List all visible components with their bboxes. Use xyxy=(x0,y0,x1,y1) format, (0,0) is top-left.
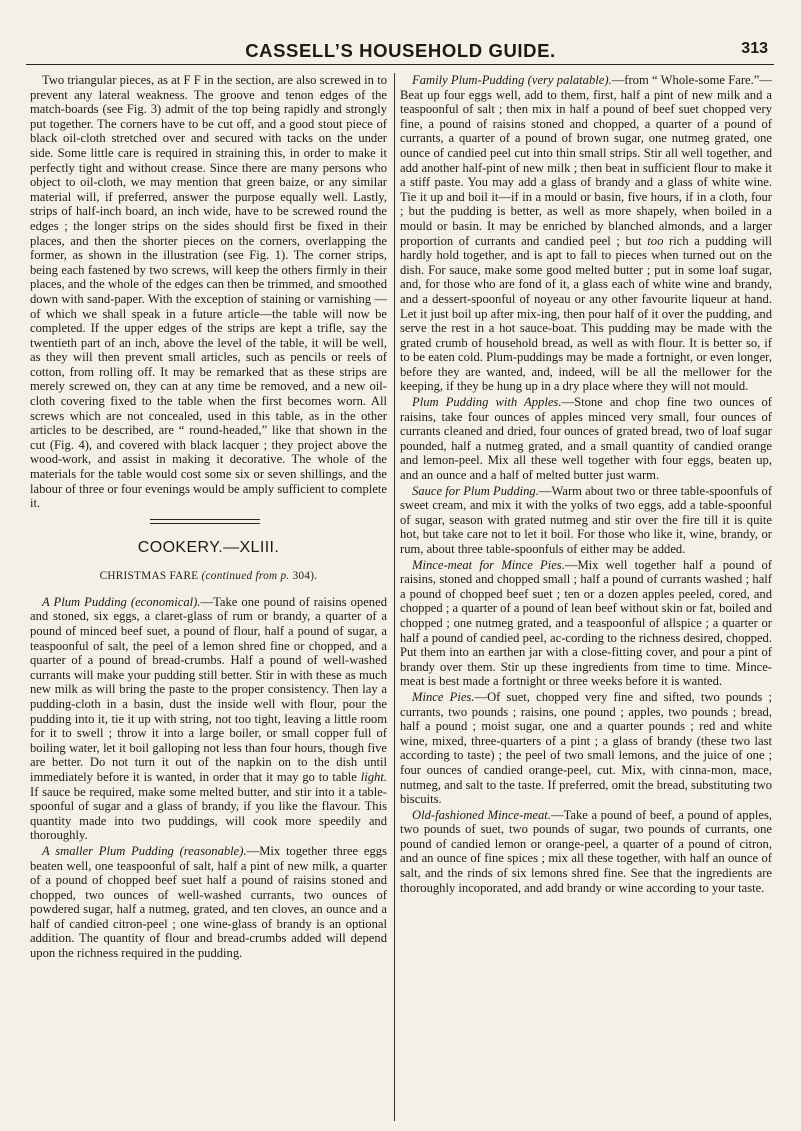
column-divider xyxy=(394,73,395,1121)
recipe-title: A Plum Pudding xyxy=(42,594,127,609)
recipe-smaller-plum-pudding xyxy=(30,844,387,961)
recipe-text: —Of suet, chopped very fine and sifted, two pounds ; currants, two pounds ; raisins, one pound ; apples, two pounds ; bread, half a pound ; moist sugar, one and a quarter pounds ; red and white wine, mixed, three-quarters of a pint ; a glass of brandy (these two last according to taste) ; the peel of two small lemons, and the juice of one ; four ounces of candied orange-peel, cut. Mix, with cinna-mon, mace, nutmeg, and salt to the taste. If preferred, omit the bread, substituting two biscuits. xyxy=(400,689,772,807)
recipe-sauce-plum-pudding xyxy=(400,484,772,557)
recipe-title: Old-fashioned Mince-meat. xyxy=(412,807,551,822)
recipe-plum-pudding-apples xyxy=(400,395,772,483)
recipe-text: —Mix together three eggs beaten well, one teaspoonful of salt, half a pint of new milk, a quarter of a pound of chopped beef suet half a pound of raisins stoned and chopped, two ounces of well-washed currants, two ounces of powdered sugar, half a nutmeg, grated, and ten cloves, an ounce and a half of candied citron-peel ; one wine-glass of brandy is an optional addition. The quantity of flour and bread-crumbs added will depend upon the richness required in the pudding. xyxy=(30,843,387,961)
left-column xyxy=(30,73,387,961)
carryover-paragraph: Two triangular pieces, as at F F in the section, are also screwed in to prevent any lateral weakness. The groove and tenon edges of the match-boards (see Fig. 3) admit of the top being rapidly and strongly put together. The corners have to be cut off, and a good stout piece of black oil-cloth stretched over and secured with tacks on the under side. Some little care is required in straining this, in order to make it perfectly tight and without crease. Since there are many persons who object to oil-cloth, we may mention that green baize, or any similar material will, if preferred, answer the purpose equally well. Lastly, strips of half-inch board, an inch wide, have to be screwed round the edges ; the longer strips on the sides should first be fixed in their places, and then the shorter pieces on the corners, overlapping the former, as shown in the illustration (see Fig. 1). The corner strips, being each fastened by two screws, will keep the others firmly in their places, and the whole of the edges can then be trimmed, and smoothed down with sand-paper. With the exception of staining or varnishing —of which we shall speak in a future article—the table will now be completed. If the upper edges of the strips are kept a trifle, say the twentieth part of an inch, above the level of the table, it will be well, as they will then prevent small articles, such as pencils or reels of cotton, from rolling off. It may be remarked that as these strips are merely screwed on, they can at any time be removed, and a new oil-cloth covering fixed to the table when the first becomes worn. All screws which are not concealed, used in this table, as in the other articles to be described, are “ round-headed,” like that shown in the cut (Fig. 4), and covered with black lacquer ; they project above the wood-work, and assist in making it decorative. The whole of the materials for the table would cost some six or seven shillings, and the labour of three or four evenings would be amply sufficient to complete it. xyxy=(30,73,387,511)
section-heading-block xyxy=(30,511,387,595)
recipe-title: Plum Pudding with Apples. xyxy=(412,395,562,410)
recipe-old-fashioned-mince-meat xyxy=(400,808,772,896)
section-double-rule xyxy=(150,519,260,524)
recipe-title: Family Plum-Pudding xyxy=(412,73,525,87)
recipe-mince-pies xyxy=(400,690,772,807)
recipe-qualifier: (very palatable). xyxy=(527,73,612,87)
recipe-title: Mince-meat for Mince Pies. xyxy=(412,557,565,572)
recipe-title: A smaller Plum Pudding xyxy=(42,843,174,858)
recipe-family-plum-pudding: Family Plum-Pudding (very palatable).—from “ Whole-some Fare.”—Beat up four eggs well, add to them, first, half a pint of new milk and a teaspoonful of salt ; then mix in half a pound of beef suet chopped very fine, a pound of raisins stoned and chopped, a quarter of a pound of currants, a quarter of a pound of brown sugar, one nutmeg grated, one ounce of candied peel cut into thin small strips. Stir all well together, and add another half-pint of new milk ; then beat in sufficient flour to make it a stiff paste. You may add a glass of brandy and a glass of white wine. Tie it up and boil it—if in a mould or basin, five hours, if in a cloth, four ; but the pudding is better, as well as more shapely, when boiled in a mould or basin. It may be enriched by blanched almonds, and a larger proportion of currants and candied peel ; but too rich a pudding will hardly hold together, and is apt to fall to pieces when turned out on the dish. For sauce, make some good melted butter ; put in some loaf sugar, and, for those who are fond of it, a glass each of white wine and brandy, and a dessert-spoonful of noyeau or any other favourite liqueur at hand. Let it just boil up after mix-ing, then pour half of it over the pudding, and serve the rest in a hot sauce-boat. This pudding may be made with the grated crumb of household bread, as well as with flour. It is better so, if to be eaten cold. Plum-puddings may be made a fortnight, or even longer, before they are wanted, and, indeed, will be all the mellower for the keeping, if they be hung up in a dry place where they will not mould. xyxy=(400,73,773,394)
right-column xyxy=(400,73,772,895)
recipe-title: Sauce for Plum Pudding. xyxy=(412,483,539,498)
recipe-qualifier: (economical). xyxy=(130,594,201,609)
recipe-title: Mince Pies. xyxy=(412,689,475,704)
recipe-text: —from “ Whole-some Fare.”—Beat up four eggs well, add to them, first, half a pint of new milk and a teaspoonful of salt ; then mix in half a pound of beef suet chopped very fine, a pound of raisins stoned and chopped, a quarter of a pound of currants, a quarter of a pound of brown sugar, one nutmeg grated, one ounce of candied peel cut into thin small strips. Stir all well together, and add another half-pint of new milk ; then beat in sufficient flour to make it a stiff paste. You may add a glass of brandy and a glass of white wine. Tie it up and boil it—if in a mould or basin, five hours, if in a cloth, four ; but the pudding is better, as well as more shapely, when boiled in a mould or basin. It may be enriched by blanched almonds, and a larger proportion of currants and candied peel ; but xyxy=(400,73,772,248)
running-header xyxy=(0,34,801,64)
recipe-text: —Mix well together half a pound of raisins, stoned and chopped small ; half a pound of currants washed ; half a pound of chopped beef suet ; ten or a dozen apples peeled, cored, and chopped ; a quarter of a pound of lean beef without skin or fat, boiled and chopped ; one nutmeg grated, and a teaspoonful of allspice ; a quarter or half a pound of candied peel, ac-cording to the richness desired, chopped. Put them into an earthen jar with a close-fitting cover, and pour a pint of brandy over them. Stir up these ingredients from time to time. Mince-meat is best made a fortnight or three weeks before it is wanted. xyxy=(400,557,772,689)
recipe-qualifier: (reasonable). xyxy=(179,843,247,858)
recipe-text: —Take a pound of beef, a pound of apples, two pounds of suet, two pounds of sugar, two pounds of currants, one pound of candied lemon or orange-peel, a quarter of a pound of citron, and an ounce of fine spices ; mix all these together, with half an ounce of salt, and the rinds of six lemons shred fine. See that the ingredients are thoroughly incoporated, and add brandy or wine according to your taste. xyxy=(400,807,773,895)
section-title: COOKERY.—XLIII. xyxy=(137,538,280,556)
recipe-text: —Take one pound of raisins opened and stoned, six eggs, a claret-glass of rum or brandy, a quarter of a pound of minced beef suet, a pound of flour, half a pound of sugar, a teaspoonful of salt, the peel of a lemon shred fine or chopped, and a quarter of a pound of bread-crumbs. Half a pound of well-washed currants will make your pudding still better. Stir in with these as much new milk as will bring the paste to the proper consistency. Then lay a pudding-cloth in a basin, dust the inside well with flour, pour the pudding into it, tie it up with string, not too tight, leaving a little room for it to swell ; throw it into a large boiler, or small copper full of boiling water, let it boil galloping not less than four hours, though five are better. Do not turn it out of the napkin on to the dish until immediately before it is wanted, in order that it may go to table xyxy=(30,594,387,784)
page-number: 313 xyxy=(741,40,768,57)
recipe-economical-plum-pudding: A Plum Pudding (economical).—Take one pound of raisins opened and stoned, six eggs, a claret-glass of rum or brandy, a quarter of a pound of minced beef suet, a pound of flour, half a pound of sugar, a teaspoonful of salt, the peel of a lemon shred fine or chopped, and a quarter of a pound of bread-crumbs. Half a pound of well-washed currants will make your pudding still better. Stir in with these as much new milk as will bring the paste to the proper consistency. Then lay a pudding-cloth in a basin, dust the inside well with flour, pour the pudding into it, tie it up with string, not too tight, leaving a little room for it to swell ; throw it into a large boiler, or small copper full of boiling water, let it boil galloping not less than four hours, though five are better. Do not turn it out of the napkin on to the dish until immediately before it is wanted, in order that it may go to table light. If sauce be required, make some melted butter, and stir into it a table-spoonful of sugar and a glass of brandy, if you like the flavour. This quantity made into two puddings, will cook more speedily and thoroughly. xyxy=(30,594,387,843)
recipe-text: —Warm about two or three table-spoonfuls of sweet cream, and mix it with the yolks of two eggs, add a table-spoonful of sugar, season with grated nutmeg and stir over the fire till it is quite hot, but take care not to let it boil. For those who like it, wine, brandy, or rum, about three table-spoonfuls of either may be added. xyxy=(400,483,773,556)
running-title: CASSELL’S HOUSEHOLD GUIDE. xyxy=(245,40,556,61)
recipe-text: —Stone and chop fine two ounces of raisins, take four ounces of apples minced very small, four ounces of currants cleaned and dried, four ounces of grated bread, two of loaf sugar pounded, half a nutmeg grated, and a small quantity of candied orange and lemon-peel. Mix all these well together with four eggs, beaten up, and an ounce and a half of melted butter just warm. xyxy=(400,395,772,483)
header-rule xyxy=(26,64,774,65)
recipe-mince-meat xyxy=(400,558,772,689)
section-subtitle: CHRISTMAS FARE (continued from p. 304). xyxy=(99,569,318,582)
